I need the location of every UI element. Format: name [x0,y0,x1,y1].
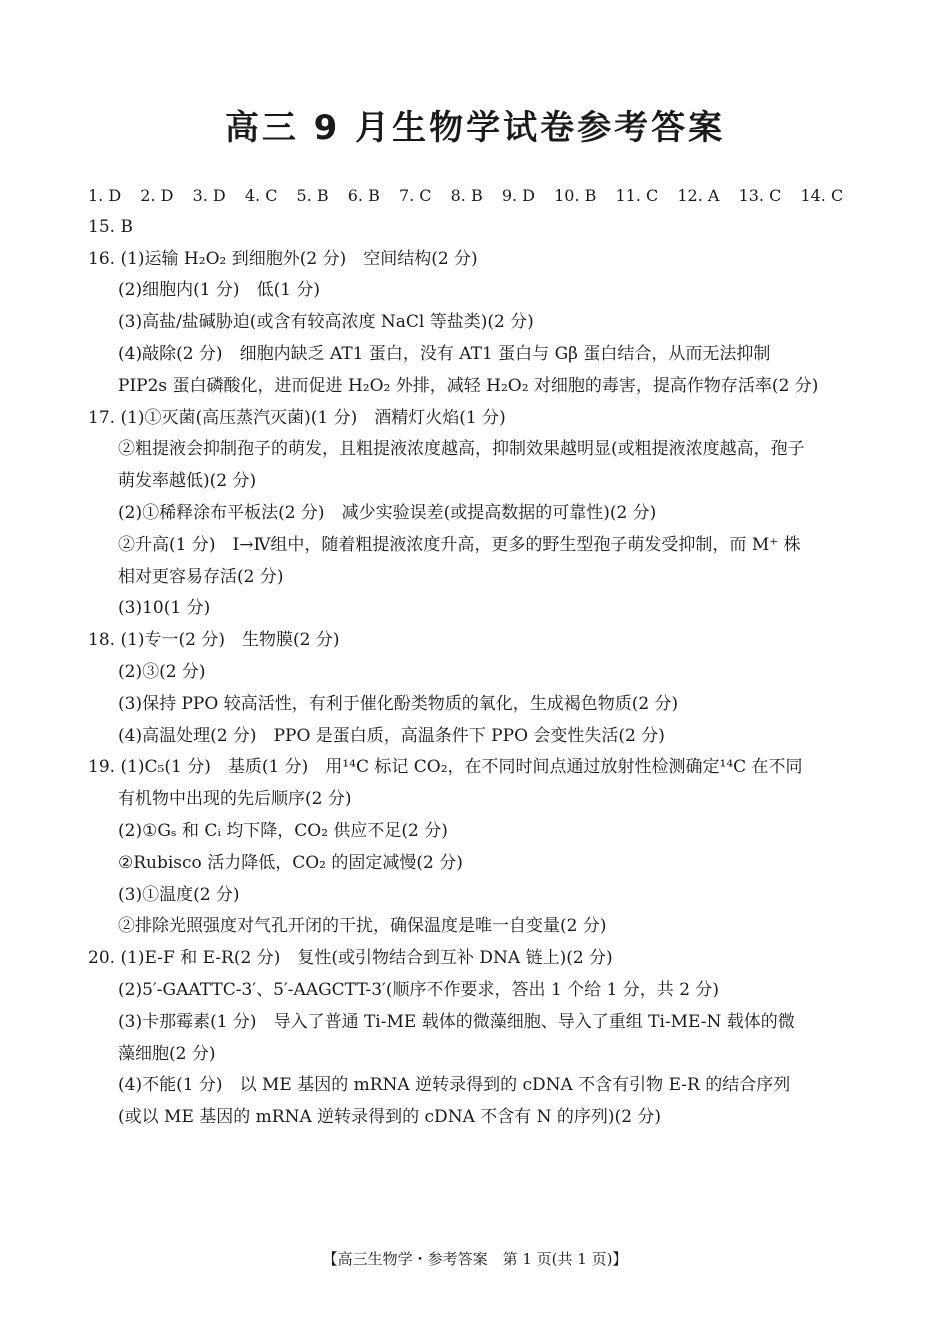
q20-line: (4)不能(1 分) 以 ME 基因的 mRNA 逆转录得到的 cDNA 不含有引物 E-R 的结合序列 [118,1075,791,1096]
q20-line: 20. (1)E-F 和 E-R(2 分) 复性(或引物结合到互补 DNA 链上)(2 分) [88,948,613,969]
answer-content [88,180,868,1134]
q18-line: 18. (1)专一(2 分) 生物膜(2 分) [88,630,340,651]
q19-line: ②Rubisco 活力降低，CO₂ 的固定减慢(2 分) [118,852,463,873]
q19-line: 19. (1)C₅(1 分) 基质(1 分) 用¹⁴C 标记 CO₂，在不同时间点通过放射性检测确定¹⁴C 在不同 [88,757,803,778]
answer-13: 13. C [738,186,782,205]
q17-line: 萌发率越低)(2 分) [118,471,257,492]
q17-line: 相对更容易存活(2 分) [118,566,284,587]
answer-11: 11. C [615,186,659,205]
answer-9: 9. D [501,186,536,205]
q16-line: (4)敲除(2 分) 细胞内缺乏 AT1 蛋白，没有 AT1 蛋白与 Gβ 蛋白结合，从而无法抑制 [118,343,771,364]
answer-12: 12. A [677,186,720,205]
q19-line: ②排除光照强度对气孔开闭的干扰，确保温度是唯一自变量(2 分) [118,916,607,937]
answer-5: 5. B [296,186,329,205]
q17-line: ②升高(1 分) Ⅰ→Ⅳ组中，随着粗提液浓度升高，更多的野生型孢子萌发受抑制，而 M⁺ 株 [118,534,801,555]
q16-line: (2)细胞内(1 分) 低(1 分) [118,280,321,301]
q17-line: ②粗提液会抑制孢子的萌发，且粗提液浓度越高，抑制效果越明显(或粗提液浓度越高，孢子 [118,439,805,460]
q16-line: PIP2s 蛋白磷酸化，进而促进 H₂O₂ 外排，减轻 H₂O₂ 对细胞的毒害，提高作物存活率(2 分) [118,375,819,396]
answer-2: 2. D [140,186,174,205]
answer-8: 8. B [450,186,483,205]
q20-line: (或以 ME 基因的 mRNA 逆转录得到的 cDNA 不含有 N 的序列)(2 分) [118,1107,662,1128]
q16-line: 16. (1)运输 H₂O₂ 到细胞外(2 分) 空间结构(2 分) [88,248,478,269]
answer-15: 15. B [88,216,133,237]
q17-line: (3)10(1 分) [118,598,211,619]
q17-line: (2)①稀释涂布平板法(2 分) 减少实验误差(或提高数据的可靠性)(2 分) [118,502,657,523]
page-title: 高三 9 月生物学试卷参考答案 [224,108,726,148]
answer-3: 3. D [192,186,226,205]
page-footer: 【高三生物学・参考答案 第 1 页(共 1 页)】 [322,1250,628,1268]
answer-4: 4. C [244,186,278,205]
q18-line: (3)保持 PPO 较高活性，有利于催化酚类物质的氧化，生成褐色物质(2 分) [118,693,679,714]
q19-line: (2)①Gₛ 和 Cᵢ 均下降，CO₂ 供应不足(2 分) [118,820,448,841]
answer-7: 7. C [398,186,432,205]
answer-14: 14. C [800,186,844,205]
answer-1: 1. D [88,186,122,205]
q16-line: (3)高盐/盐碱胁迫(或含有较高浓度 NaCl 等盐类)(2 分) [118,312,534,333]
q17-line: 17. (1)①灭菌(高压蒸汽灭菌)(1 分) 酒精灯火焰(1 分) [88,407,506,428]
q19-line: 有机物中出现的先后顺序(2 分) [118,789,352,810]
choice-answers-row [88,180,868,212]
answer-6: 6. B [347,186,380,205]
q20-line: 藻细胞(2 分) [118,1043,216,1064]
q18-line: (4)高温处理(2 分) PPO 是蛋白质，高温条件下 PPO 会变性失活(2 分) [118,725,665,746]
answer-10: 10. B [554,186,597,205]
q18-line: (2)③(2 分) [118,661,206,682]
q20-line: (2)5′-GAATTC-3′、5′-AAGCTT-3′(顺序不作要求，答出 1 个给 1 分，共 2 分) [118,979,720,1000]
q19-line: (3)①温度(2 分) [118,884,240,905]
q20-line: (3)卡那霉素(1 分) 导入了普通 Ti-ME 载体的微藻细胞、导入了重组 Ti-ME-N 载体的微 [118,1011,795,1032]
